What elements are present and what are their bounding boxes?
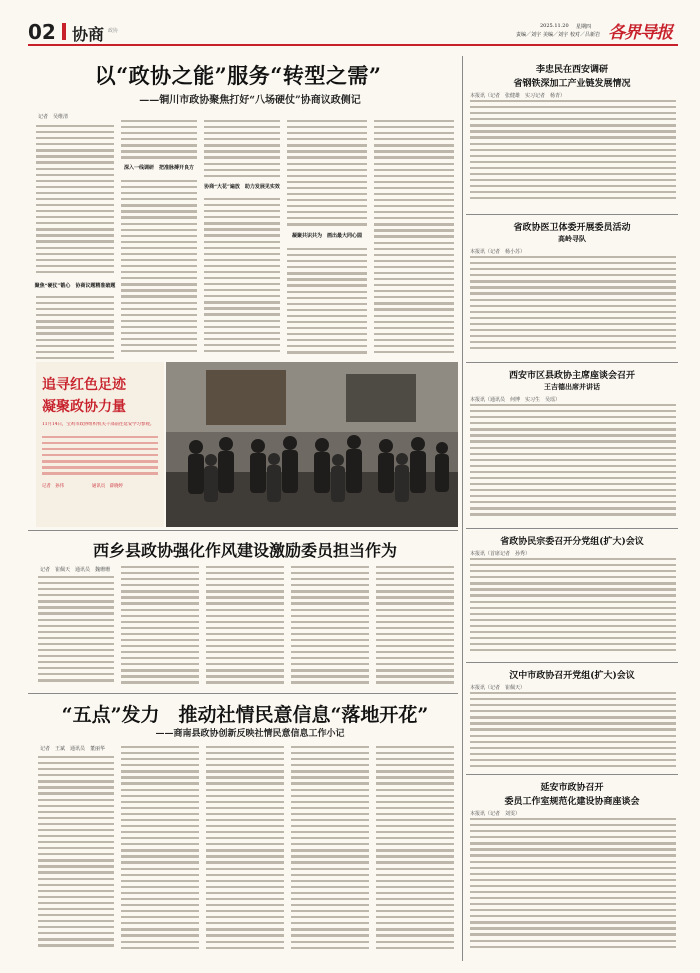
right-divider-1 [466,214,678,215]
photo-caption-lines [42,436,158,480]
right1-body [470,100,676,208]
right1-title2: 省钢铁深加工产业链发展情况 [513,79,631,89]
newspaper-logo: 各界导报 [608,23,672,43]
photo-credit-2: 通讯员 薛晓婷 [92,484,123,489]
right4-title: 省政协民宗委召开分党组(扩大)会议 [500,537,644,547]
article2-col-1 [38,576,114,688]
right2-byline: 本报讯（记者 杨小苏） [470,249,526,255]
divider-article2 [28,530,458,531]
masthead-date: 2025.11.20 [540,23,569,29]
column-divider [462,56,463,961]
right1-title: 李忠民在西安调研 [535,65,608,75]
right1-byline: 本报讯（记者 张健雄 实习记者 杨青） [470,93,566,99]
article3-byline: 记者 王斌 通讯员 董丽华 [40,746,106,752]
photo-heading-1: 追寻红色足迹 [42,377,126,393]
right4-byline: 本报讯（首席记者 孙秀） [470,551,531,557]
article3-title: “五点”发力 推动社情民意信息“落地开花” [61,704,429,726]
right-divider-5 [466,774,678,775]
photo-feature [28,362,458,532]
right3-title2: 王吉德出席并讲话 [544,382,600,391]
lead-subhead-4: 凝聚共识共为 画出最大同心圆 [291,233,362,239]
article2-col-5 [376,566,454,688]
masthead [28,20,678,54]
article3-col-3 [206,746,284,956]
right6-title: 延安市政协召开 [540,783,604,793]
masthead-editor: 责编／刘宇 [516,32,542,38]
right6-byline: 本报讯（记者 刘雯） [470,811,521,817]
page-number: 02 [28,20,56,44]
article3-subtitle: ——商南县政协创新反映社情民意信息工作小记 [155,729,345,739]
lead-col-3b [204,198,280,360]
lead-subhead-2: 深入一线调研 把准脉搏开良方 [123,165,194,171]
right3-title: 西安市区县政协主席座谈会召开 [508,371,635,381]
article2-col-4 [291,566,369,688]
article2-title: 西乡县政协强化作风建设激励委员担当作为 [92,541,397,560]
lead-col-3 [204,120,280,182]
article3-col-5 [376,746,454,956]
lead-subhead-3: 协商“大花”遍放 助力发展见实效 [204,184,280,190]
lead-col-2 [121,120,197,162]
lead-col-1 [36,125,114,280]
right5-body [470,692,676,770]
right2-body [470,256,676,356]
masthead-reviewer: 美编／刘宇 [543,32,569,38]
section-marker [62,23,66,40]
right3-body [470,404,676,524]
right5-byline: 本报讯（记者 崔佩天） [470,685,526,691]
right3-byline: 本报讯（通讯员 何博 实习生 吴瑶） [470,397,561,403]
photo-credit: 记者 孙伟 [42,484,64,489]
masthead-rule [28,44,678,46]
lead-col-4 [287,120,367,230]
article2-col-2 [121,566,199,688]
masthead-proofread: 校对／吕新岩 [570,32,601,38]
lead-col-1b [36,296,114,364]
right2-title2: 高岭寻队 [558,234,586,243]
divider-article3 [28,693,458,694]
lead-title: 以“政协之能”服务“转型之需” [94,63,382,88]
right5-title: 汉中市政协召开党组(扩大)会议 [509,671,635,681]
lead-subhead-1: 聚焦“硬仗”锻心 协商议题精准破题 [34,283,116,289]
article3-col-4 [291,746,369,956]
right4-body [470,558,676,658]
lead-col-2b [121,180,197,360]
article2-byline: 记者 崔佩天 通讯员 魏珊珊 [40,567,111,573]
lead-byline: 记者 吴维清 [38,114,69,120]
right-divider-2 [466,362,678,363]
right2-title: 省政协医卫体委开展委员活动 [513,223,631,233]
right6-body [470,818,676,956]
article3-col-2 [121,746,199,956]
lead-col-4b [287,248,367,360]
right-divider-3 [466,528,678,529]
article2-col-3 [206,566,284,688]
masthead-issue: 星期四 [576,24,592,30]
right6-title2: 委员工作室规范化建设协商座谈会 [504,797,640,807]
lead-subtitle: ——铜川市政协聚焦打好“八场硬仗”协商议政侧记 [139,95,361,106]
lead-col-5 [374,120,454,360]
section-title: 协商 [72,25,105,44]
right-divider-4 [466,662,678,663]
photo-heading-2: 凝聚政协力量 [42,399,126,415]
group-photo [166,362,458,527]
section-label: 政协 [108,28,119,34]
photo-caption: 11月14日，宝鸡市政协组织机关干部前往延安学习参观。 [42,422,155,427]
photo-caption-box [36,362,164,527]
article3-col-1 [38,756,114,956]
